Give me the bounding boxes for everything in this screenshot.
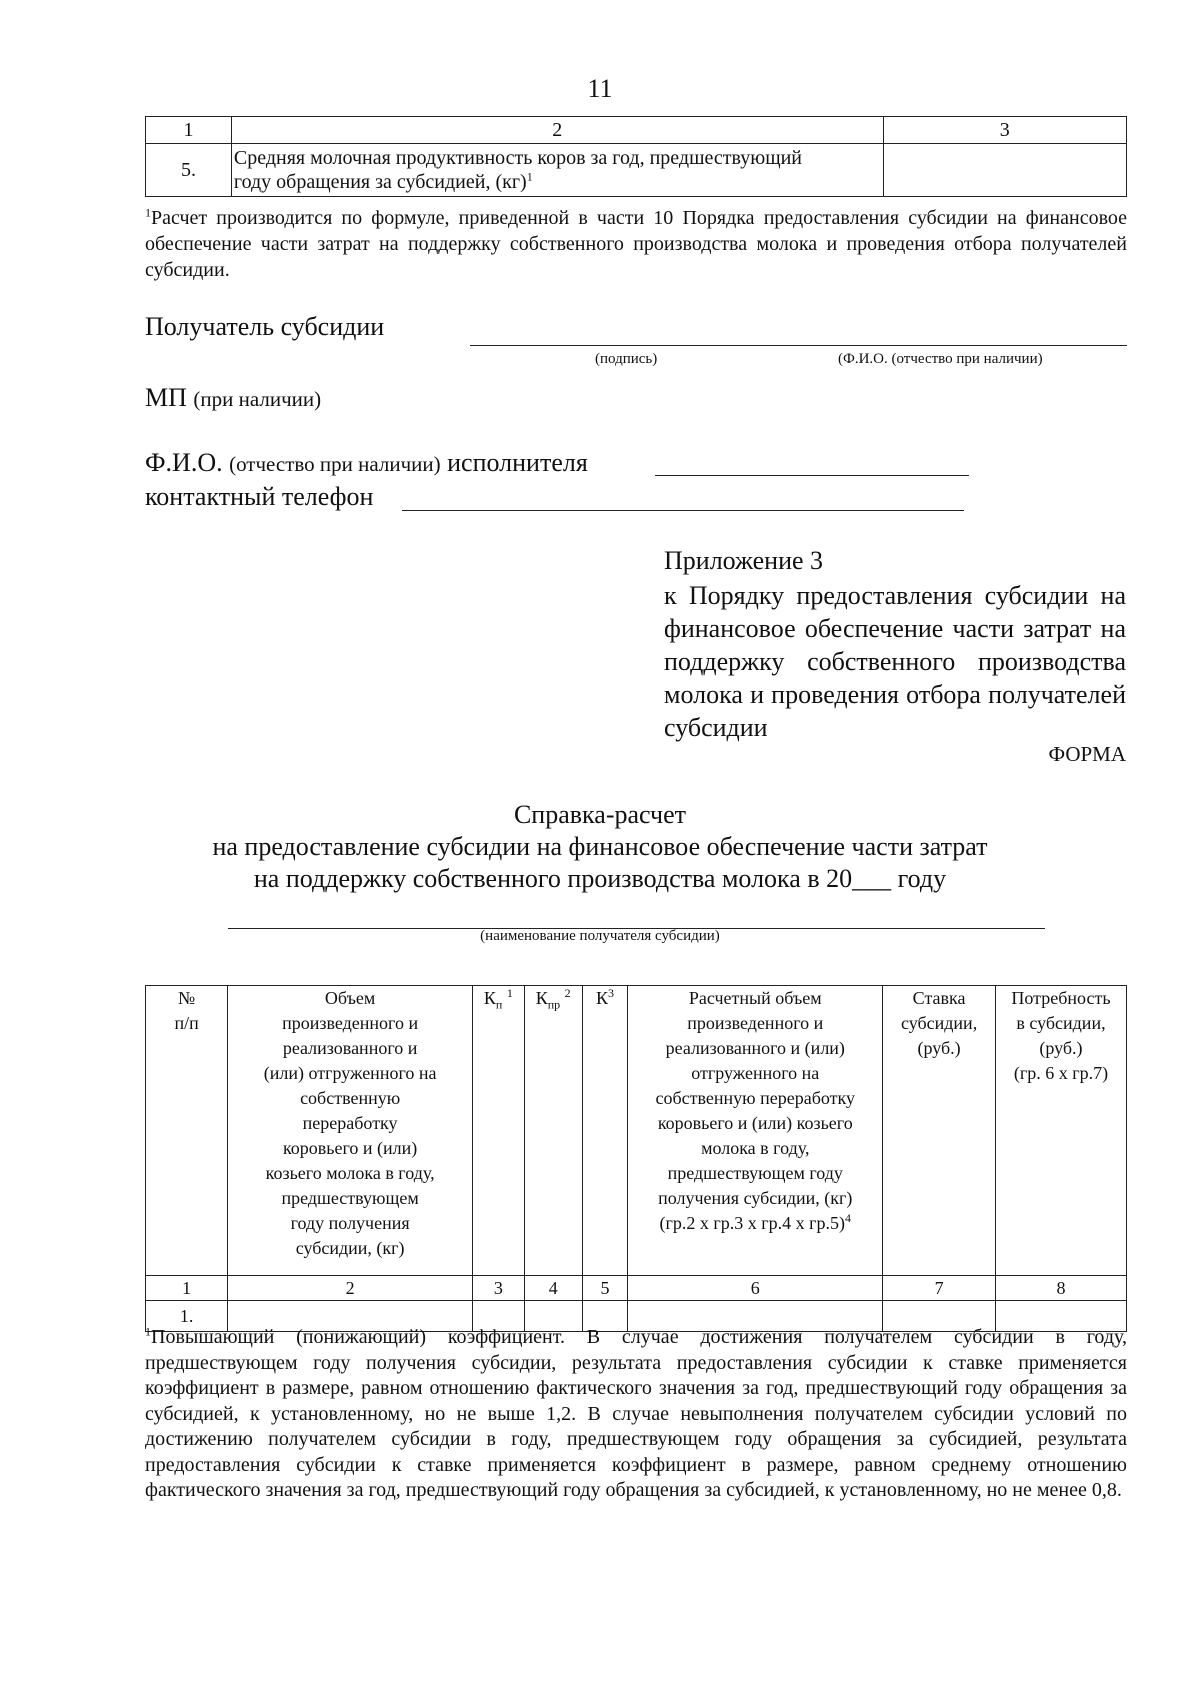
header-line: произведенного и	[282, 1013, 419, 1033]
header-kpr-base: К	[535, 988, 548, 1008]
header-line: Потребность	[1011, 988, 1111, 1008]
header-line: (руб.)	[917, 1038, 961, 1058]
document-title: Справка-расчет	[513, 800, 687, 829]
header-line: реализованного и	[282, 1038, 418, 1058]
header-line	[630, 1211, 880, 1236]
header-line: п/п	[174, 1013, 199, 1033]
header-line: козьего молока в году,	[265, 1163, 435, 1183]
header-line: переработку	[302, 1113, 398, 1133]
document-subtitle-line2: на поддержку собственного производства молока в 20___ году	[253, 864, 947, 893]
form-label: ФОРМА	[1048, 742, 1126, 766]
header-kp-sup: 1	[506, 986, 513, 1000]
table-row	[146, 144, 1127, 197]
header-k3-base: К	[595, 988, 608, 1008]
header-line: коровьего и (или)	[282, 1138, 418, 1158]
header-rate	[883, 986, 996, 1276]
header-line: получения субсидии, (кг)	[658, 1188, 853, 1208]
header-need	[995, 986, 1126, 1276]
column-number-row	[146, 1276, 1127, 1301]
header-line: молока в году,	[701, 1138, 810, 1158]
page-number: 11	[587, 74, 613, 103]
header-kp-sub: п	[495, 997, 503, 1012]
footnote-bottom	[145, 1325, 1127, 1504]
column-number: 2	[228, 1276, 473, 1301]
recipient-label: Получатель субсидии	[145, 312, 385, 341]
top-table-header-row	[146, 117, 1127, 144]
header-line: Расчетный объем	[688, 988, 822, 1008]
calculation-header-row	[146, 986, 1127, 1276]
header-line: Объем	[324, 988, 376, 1008]
stamp-label	[145, 383, 321, 413]
executor-fio-text: Ф.И.О.	[145, 448, 223, 477]
signature-line[interactable]	[470, 345, 1127, 346]
footnote-top-text: Расчет производится по формуле, приведенной в части 10 Порядка предоставления субсидии на финансовое обеспечение части затрат на поддержку собственного производства молока и проведения отбора получателей субсидии.	[145, 207, 1127, 281]
appendix-text: к Порядку предоставления субсидии на финансовое обеспечение части затрат на поддержку собственного производства молока и проведения отбора получателей субсидии	[664, 581, 1126, 742]
header-line: реализованного и (или)	[665, 1038, 845, 1058]
header-formula-sup: 4	[845, 1211, 852, 1225]
row-description-line1: Средняя молочная продуктивность коров за год, предшествующий	[233, 147, 802, 169]
header-line: произведенного и	[687, 1013, 824, 1033]
header-line: субсидии, (кг)	[295, 1238, 405, 1258]
top-table	[145, 116, 1127, 197]
header-kpr-sup: 2	[564, 986, 571, 1000]
header-kp-base: К	[483, 988, 496, 1008]
column-number: 5	[582, 1276, 628, 1301]
header-k3-sup: 3	[607, 986, 614, 1000]
appendix-title: Приложение 3	[664, 546, 824, 575]
header-line: коровьего и (или) козьего	[657, 1113, 853, 1133]
row-number: 1.	[146, 1301, 228, 1332]
footnote-bottom-mark: 1	[145, 1324, 151, 1339]
header-kp	[472, 986, 524, 1276]
footnote-mark: 1	[526, 169, 533, 184]
top-header-3: 3	[883, 117, 1126, 144]
row-number: 5.	[146, 144, 232, 197]
header-kpr-sub: пр	[547, 997, 561, 1012]
stamp-label-text: МП	[145, 383, 187, 412]
column-number: 7	[883, 1276, 996, 1301]
header-line: предшествующем	[281, 1188, 419, 1208]
header-line: отгруженного на	[691, 1063, 820, 1083]
header-line: в субсидии,	[1016, 1013, 1106, 1033]
header-line: (гр. 6 х гр.7)	[1013, 1063, 1109, 1083]
calculation-table	[145, 985, 1127, 1332]
header-line: собственную переработку	[655, 1088, 856, 1108]
executor-fio-label	[145, 448, 588, 478]
header-kpr	[524, 986, 582, 1276]
signature-caption: (подпись)	[595, 351, 658, 367]
column-number: 6	[628, 1276, 883, 1301]
footnote-top	[145, 205, 1127, 283]
footnote-top-mark: 1	[145, 205, 151, 220]
footnote-bottom-text: Повышающий (понижающий) коэффициент. В случае достижения получателем субсидии в году, предшествующем году получения субсидии, результата предоставления субсидии к ставке применяется коэффициент в размере, равном отношению фактического значения за год, предшествующий году обращения за субсидией, к установленному, но не выше 1,2. В случае невыполнения получателем субсидии условий по достижению получателем субсидии в году, предшествующем году обращения за субсидией, результата предоставления субсидии к ставке применяется коэффициент в размере, равном среднему отношению фактического значения за год, предшествующий году обращения за субсидией, к установленному, но не менее 0,8.	[145, 1326, 1127, 1501]
header-line: году получения	[290, 1213, 410, 1233]
header-volume	[228, 986, 473, 1276]
header-line: собственную	[300, 1088, 401, 1108]
row-description-line2: году обращения за субсидией, (кг)	[233, 171, 527, 193]
row-description	[231, 144, 883, 197]
header-line: (или) отгруженного на	[263, 1063, 437, 1083]
document-subtitle-line1: на предоставление субсидии на финансовое обеспечение части затрат	[212, 832, 988, 861]
header-line: субсидии,	[900, 1013, 978, 1033]
column-number: 3	[472, 1276, 524, 1301]
header-formula: (гр.2 х гр.3 х гр.4 х гр.5)	[659, 1213, 846, 1233]
column-number: 4	[524, 1276, 582, 1301]
recipient-name-caption: (наименование получателя субсидии)	[480, 928, 720, 944]
header-k3	[582, 986, 628, 1276]
top-header-1: 1	[146, 117, 232, 144]
executor-fio-line[interactable]	[655, 475, 969, 476]
column-number: 1	[146, 1276, 228, 1301]
stamp-label-note: (при наличии)	[193, 387, 322, 411]
column-number: 8	[995, 1276, 1126, 1301]
header-line: (руб.)	[1039, 1038, 1083, 1058]
phone-line[interactable]	[402, 510, 964, 511]
header-line: Ставка	[912, 988, 966, 1008]
header-calculated-volume	[628, 986, 883, 1276]
header-number	[146, 986, 228, 1276]
header-line: предшествующем году	[667, 1163, 843, 1183]
top-header-2: 2	[231, 117, 883, 144]
phone-label: контактный телефон	[145, 482, 374, 511]
executor-fio-note: (отчество при наличии)	[229, 452, 441, 476]
fio-caption: (Ф.И.О. (отчество при наличии)	[838, 351, 1043, 367]
header-line: №	[178, 988, 196, 1008]
executor-fio-suffix: исполнителя	[447, 448, 588, 477]
row-value[interactable]	[883, 144, 1126, 197]
